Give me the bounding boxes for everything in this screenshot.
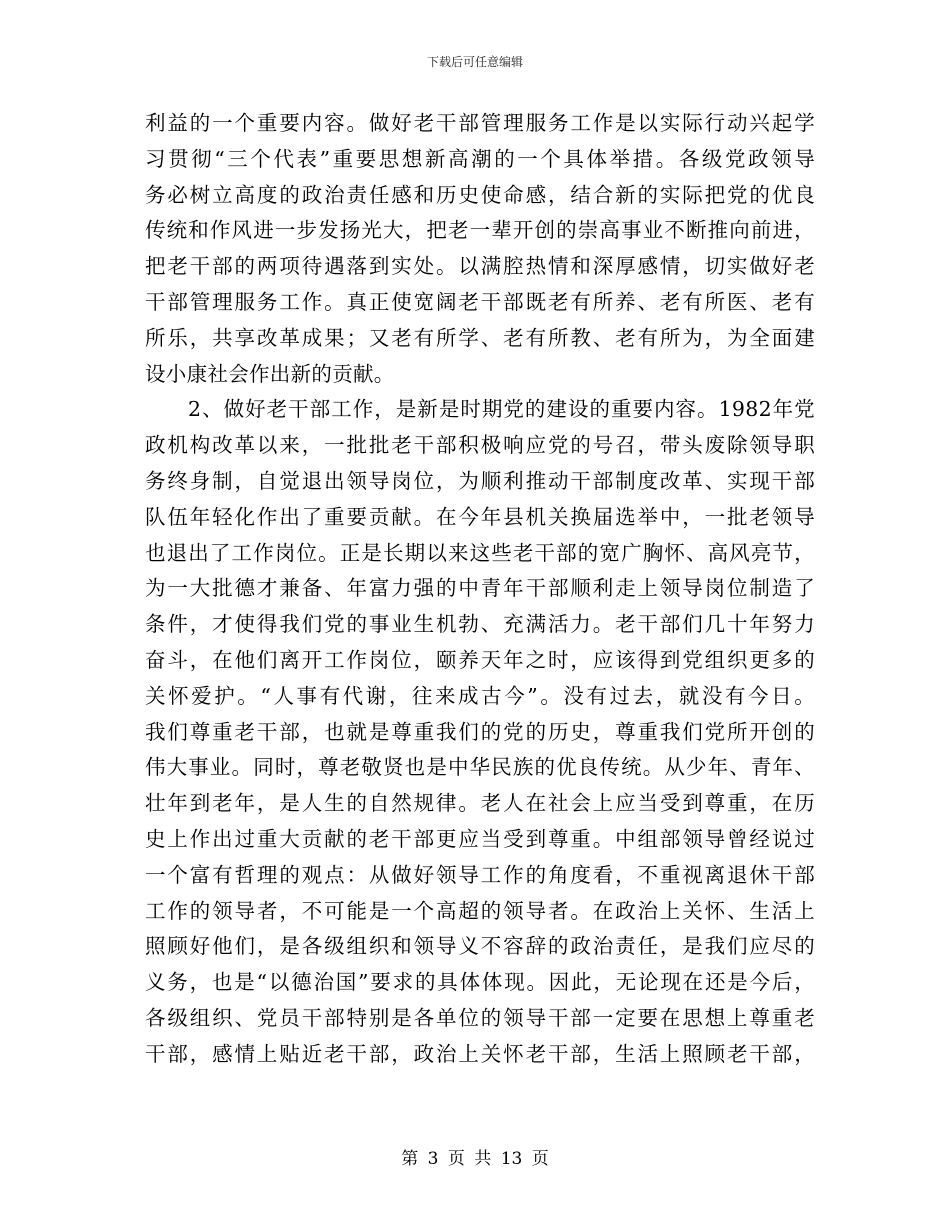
text-line: 传统和作风进一步发扬光大，把老一辈开创的崇高事业不断推向前进， — [145, 218, 815, 243]
text-line: 关怀爱护。“人事有代谢，往来成古今”。没有过去，就没有今日。 — [145, 683, 815, 708]
document-body — [145, 106, 815, 1073]
text-line: 我们尊重老干部，也就是尊重我们的党的历史，尊重我们党所开创的 — [145, 719, 815, 744]
text-line: 习贯彻“三个代表”重要思想新高潮的一个具体举措。各级党政领导 — [145, 146, 815, 171]
text-line: 史上作出过重大贡献的老干部更应当受到尊重。中组部领导曾经说过 — [145, 826, 815, 851]
text-line: 为一大批德才兼备、年富力强的中青年干部顺利走上领导岗位制造了 — [145, 576, 815, 601]
text-line: 各级组织、党员干部特别是各单位的领导干部一定要在思想上尊重老 — [145, 1005, 815, 1030]
text-line: 壮年到老年，是人生的自然规律。老人在社会上应当受到尊重，在历 — [145, 791, 815, 816]
text-line: 伟大事业。同时，尊老敬贤也是中华民族的优良传统。从少年、青年、 — [145, 755, 815, 780]
page-header: 下载后可任意编辑 — [426, 55, 523, 69]
text-line: 义务，也是“以德治国”要求的具体体现。因此，无论现在还是今后， — [145, 970, 815, 995]
text-line: 奋斗，在他们离开工作岗位，颐养天年之时，应该得到党组织更多的 — [145, 647, 815, 672]
text-line: 利益的一个重要内容。做好老干部管理服务工作是以实际行动兴起学 — [145, 111, 815, 135]
text-line: 务必树立高度的政治责任感和历史使命感，结合新的实际把党的优良 — [145, 182, 815, 207]
text-line: 照顾好他们，是各级组织和领导义不容辞的政治责任，是我们应尽的 — [145, 934, 815, 959]
text-line: 2、做好老干部工作，是新是时期党的建设的重要内容。1982年党 — [145, 397, 815, 422]
text-line: 工作的领导者，不可能是一个高超的领导者。在政治上关怀、生活上 — [145, 898, 815, 923]
text-line: 所乐，共享改革成果；又老有所学、老有所教、老有所为，为全面建 — [145, 325, 815, 350]
text-line: 干部管理服务工作。真正使宽阔老干部既老有所养、老有所医、老有 — [145, 289, 815, 314]
text-line: 设小康社会作出新的贡献。 — [145, 361, 395, 386]
text-line: 队伍年轻化作出了重要贡献。在今年县机关换届选举中，一批老领导 — [145, 504, 815, 529]
page-footer: 第 3 页 共 13 页 — [401, 1149, 549, 1169]
text-line: 条件，才使得我们党的事业生机勃、充满活力。老干部们几十年努力 — [145, 612, 815, 637]
text-line: 也退出了工作岗位。正是长期以来这些老干部的宽广胸怀、高风亮节， — [145, 540, 815, 565]
text-line: 把老干部的两项待遇落到实处。以满腔热情和深厚感情，切实做好老 — [145, 254, 815, 279]
text-line: 干部，感情上贴近老干部，政治上关怀老干部，生活上照顾老干部， — [145, 1041, 815, 1066]
text-line: 务终身制，自觉退出领导岗位，为顺利推动干部制度改革、实现干部 — [145, 468, 815, 493]
text-line: 一个富有哲理的观点：从做好领导工作的角度看，不重视离退休干部 — [145, 862, 815, 887]
text-line: 政机构改革以来，一批批老干部积极响应党的号召，带头废除领导职 — [145, 433, 815, 458]
